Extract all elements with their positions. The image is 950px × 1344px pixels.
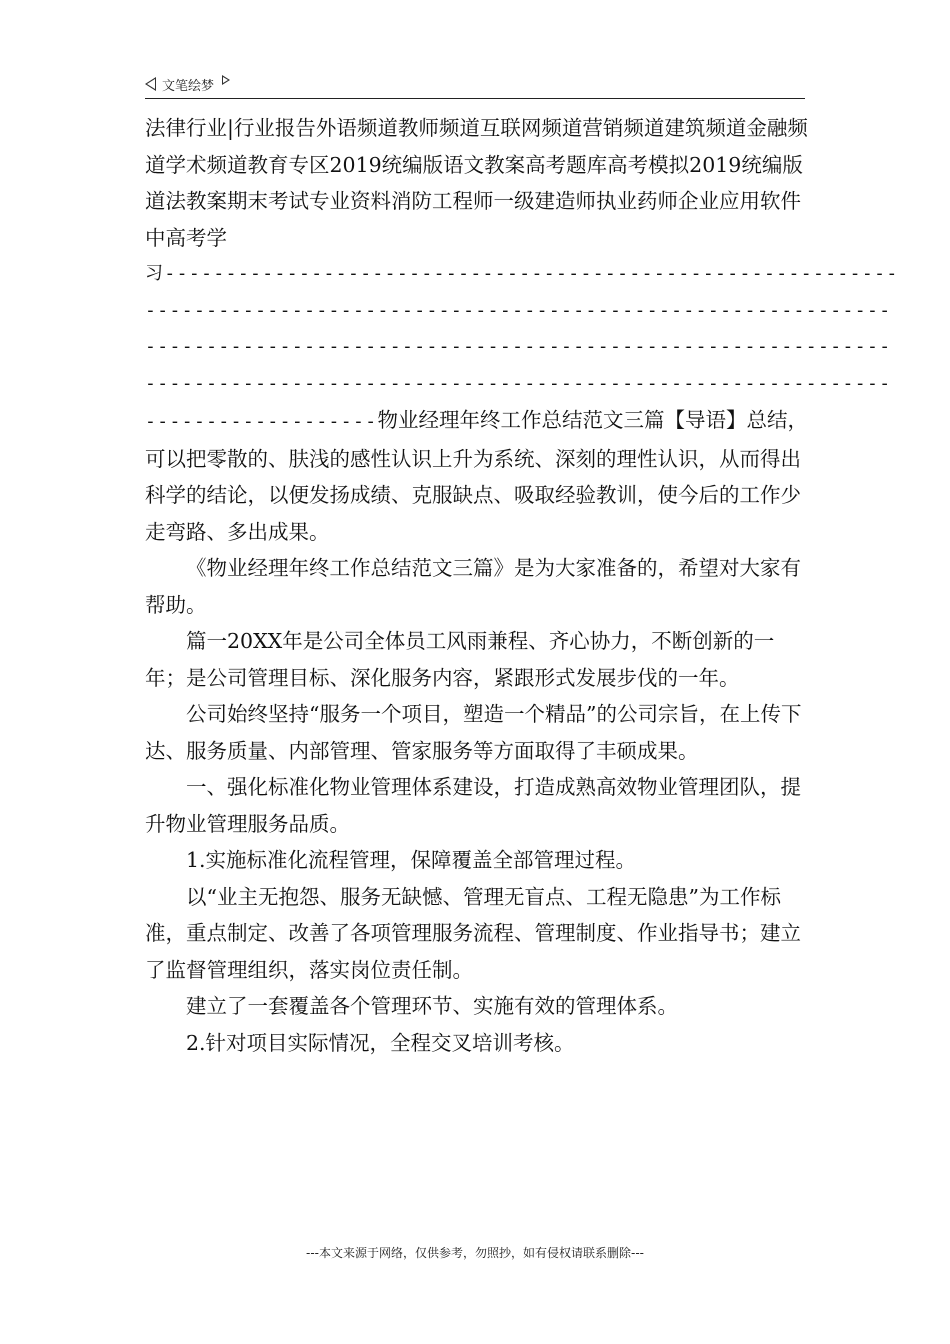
body-paragraph: 建立了一套覆盖各个管理环节、实施有效的管理体系。	[186, 994, 678, 1018]
document-body	[145, 110, 899, 1061]
dash-line: -------------------	[145, 411, 378, 432]
page-footer: ---本文来源于网络，仅供参考，勿照抄，如有侵权请联系删除---	[306, 1246, 644, 1260]
dash-line: -------------------------------------------------------------	[145, 372, 892, 394]
dash-line: -------------------------------------------------------------	[145, 336, 892, 357]
body-paragraph: 篇一20XX年是公司全体员工风雨兼程、齐心协力，不断创新的一年；是公司管理目标、深化服务内容，紧跟形式发展步伐的一年。	[145, 629, 775, 690]
header-title: 文笔绘梦	[162, 78, 215, 94]
channels-paragraph: 法律行业|行业报告外语频道教师频道互联网频道营销频道建筑频道金融频道学术频道教育专区2019统编版语文教案高考题库高考模拟2019统编版道法教案期末考试专业资料消防工程师一级建造师执业药师企业应用软件中高考学	[145, 116, 808, 250]
right-triangle-icon	[222, 75, 230, 85]
intro-text: 物业经理年终工作总结范文三篇【导语】总结，可以把零散的、肤浅的感性认识上升为系统、深刻的理性认识，从而得出科学的结论，以便发扬成绩、克服缺点、吸取经验教训，使今后的工作少走弯路、多出成果。	[145, 408, 809, 544]
dash-line: 习------------------------------------------------------------	[145, 263, 899, 284]
body-paragraph: 2.针对项目实际情况，全程交叉培训考核。	[186, 1030, 575, 1055]
page-header	[145, 72, 805, 96]
left-triangle-icon	[145, 77, 156, 91]
dash-line: -------------------------------------------------------------	[145, 299, 892, 321]
body-paragraph: 公司始终坚持“服务一个项目，塑造一个精品”的公司宗旨，在上传下达、服务质量、内部管理、管家服务等方面取得了丰硕成果。	[145, 702, 802, 763]
body-paragraph: 《物业经理年终工作总结范文三篇》是为大家准备的，希望对大家有帮助。	[145, 556, 801, 617]
body-paragraph: 一、强化标准化物业管理体系建设，打造成熟高效物业管理团队，提升物业管理服务品质。	[145, 775, 801, 836]
body-paragraph: 以“业主无抱怨、服务无缺憾、管理无盲点、工程无隐患”为工作标准，重点制定、改善了各项管理服务流程、管理制度、作业指导书；建立了监督管理组织，落实岗位责任制。	[145, 884, 801, 982]
body-paragraph: 1.实施标准化流程管理，保障覆盖全部管理过程。	[186, 848, 637, 872]
header-divider	[145, 98, 805, 99]
intro-paragraph	[145, 402, 810, 550]
